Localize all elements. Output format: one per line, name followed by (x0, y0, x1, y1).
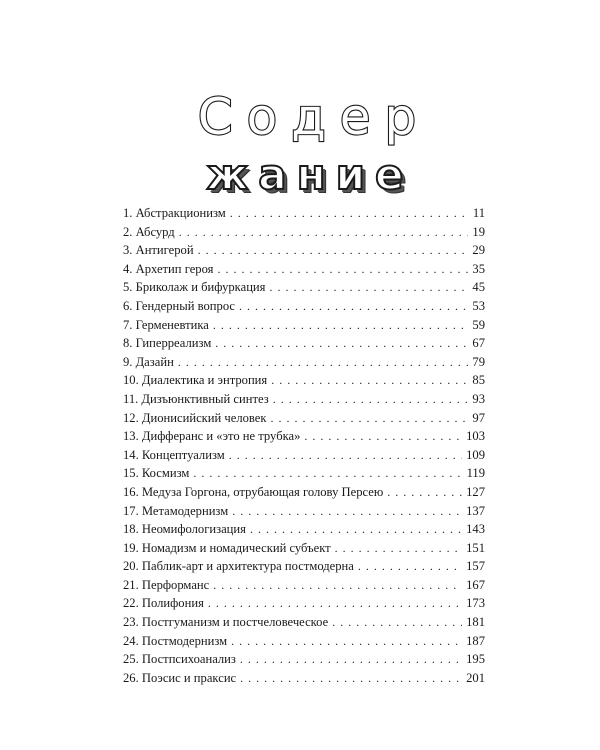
toc-entry-page-number: 45 (472, 280, 485, 295)
toc-entry (123, 297, 485, 316)
toc-entry-page-number: 127 (466, 484, 485, 499)
toc-entry-page-number: 109 (466, 447, 485, 462)
toc-entry-title: 9. Дазайн (123, 354, 174, 369)
toc-entry (123, 334, 485, 353)
toc-entry (123, 241, 485, 260)
dot-leader (213, 316, 469, 335)
toc-entry-title: 21. Перформанс (123, 577, 210, 592)
toc-entry-page-number: 201 (466, 670, 485, 685)
toc-entry-page-number: 35 (472, 261, 485, 276)
toc-entry-page-number: 59 (472, 317, 485, 332)
page-title-line-1: Содер (197, 88, 431, 146)
dot-leader (193, 464, 462, 483)
toc-entry-page-number: 85 (472, 373, 485, 388)
toc-entry (123, 594, 485, 613)
dot-leader (240, 669, 462, 688)
toc-entry-page-number: 151 (466, 540, 485, 555)
toc-entry (123, 316, 485, 335)
toc-entry-page-number: 67 (472, 336, 485, 351)
toc-entry-title: 15. Космизм (123, 466, 190, 481)
toc-entry-page-number: 79 (472, 354, 485, 369)
toc-entry (123, 632, 485, 651)
dot-leader (178, 353, 469, 372)
dot-leader (273, 390, 469, 409)
toc-entry-title: 13. Дифферанс и «это не трубка» (123, 429, 301, 444)
toc-entry (123, 539, 485, 558)
dot-leader (271, 409, 469, 428)
dot-leader (332, 613, 462, 632)
toc-entry-title: 17. Метамодернизм (123, 503, 229, 518)
toc-entry-page-number: 137 (466, 503, 485, 518)
toc-entry-title: 26. Поэсис и праксис (123, 670, 237, 685)
toc-entry-page-number: 157 (466, 559, 485, 574)
dot-leader (269, 278, 468, 297)
toc-entry-page-number: 19 (472, 224, 485, 239)
toc-entry-title: 25. Постпсихоанализ (123, 652, 236, 667)
toc-entry-title: 4. Архетип героя (123, 261, 214, 276)
toc-entry-page-number: 97 (472, 410, 485, 425)
dot-leader (387, 483, 462, 502)
dot-leader (230, 204, 469, 223)
toc-entry-title: 16. Медуза Горгона, отрубающая голову Персею (123, 484, 384, 499)
dot-leader (213, 576, 462, 595)
toc-entry (123, 669, 485, 688)
toc-entry-page-number: 93 (472, 391, 485, 406)
toc-entry-title: 1. Абстракционизм (123, 206, 226, 220)
toc-entry (123, 409, 485, 428)
toc-entry (123, 650, 485, 669)
page-title-line-2: жание (206, 150, 414, 199)
toc-entry (123, 427, 485, 446)
toc-entry-page-number: 29 (472, 243, 485, 258)
dot-leader (231, 632, 462, 651)
toc-entry-title: 18. Неомифологизация (123, 522, 246, 537)
dot-leader (208, 594, 462, 613)
toc-entry-title: 3. Антигерой (123, 243, 194, 258)
toc-entry-page-number: 103 (466, 429, 485, 444)
toc-entry (123, 278, 485, 297)
toc-entry-page-number: 167 (466, 577, 485, 592)
toc-entry-page-number: 53 (472, 298, 485, 313)
toc-entry-title: 10. Диалектика и энтропия (123, 373, 268, 388)
dot-leader (232, 502, 462, 521)
toc-entry-title: 6. Гендерный вопрос (123, 298, 236, 313)
dot-leader (358, 557, 462, 576)
toc-entry (123, 557, 485, 576)
toc-entry-title: 14. Концептуализм (123, 447, 225, 462)
toc-entry-title: 11. Дизъюнктивный синтез (123, 391, 269, 406)
toc-entry-page-number: 173 (466, 596, 485, 611)
dot-leader (271, 371, 468, 390)
toc-entry-title: 20. Паблик-арт и архитектура постмодерна (123, 559, 354, 574)
dot-leader (250, 520, 462, 539)
toc-entry-title: 24. Постмодернизм (123, 633, 228, 648)
dot-leader (239, 297, 468, 316)
dot-leader (198, 241, 469, 260)
toc-entry-title: 5. Бриколаж и бифуркация (123, 280, 266, 295)
toc-entry-page-number: 187 (466, 633, 485, 648)
toc-entry (123, 353, 485, 372)
toc-entry-title: 19. Номадизм и номадический субъект (123, 540, 331, 555)
toc-entry-page-number: 143 (466, 522, 485, 537)
toc-entry-title: 12. Дионисийский человек (123, 410, 267, 425)
toc-entry (123, 483, 485, 502)
dot-leader (179, 223, 469, 242)
toc-entry-page-number: 195 (466, 652, 485, 667)
toc-entry-page-number: 11 (472, 206, 485, 220)
toc-entry-title: 22. Полифония (123, 596, 204, 611)
toc-entry (123, 446, 485, 465)
toc-entry-page-number: 119 (466, 466, 485, 481)
toc-entry (123, 613, 485, 632)
toc-entry (123, 576, 485, 595)
toc-entry-title: 23. Постгуманизм и постчеловеческое (123, 615, 329, 630)
toc-entry-page-number: 181 (466, 615, 485, 630)
dot-leader (229, 446, 462, 465)
toc-entry (123, 464, 485, 483)
toc-entry-title: 2. Абсурд (123, 224, 175, 239)
dot-leader (335, 539, 462, 558)
dot-leader (240, 650, 462, 669)
toc-entry-title: 7. Герменевтика (123, 317, 209, 332)
toc-entry (123, 520, 485, 539)
table-of-contents (123, 204, 485, 687)
toc-entry (123, 223, 485, 242)
toc-entry-title: 8. Гиперреализм (123, 336, 212, 351)
dot-leader (215, 334, 468, 353)
toc-entry (123, 260, 485, 279)
toc-entry (123, 390, 485, 409)
toc-entry (123, 502, 485, 521)
dot-leader (304, 427, 462, 446)
toc-entry (123, 371, 485, 390)
dot-leader (217, 260, 468, 279)
toc-entry (123, 204, 485, 223)
